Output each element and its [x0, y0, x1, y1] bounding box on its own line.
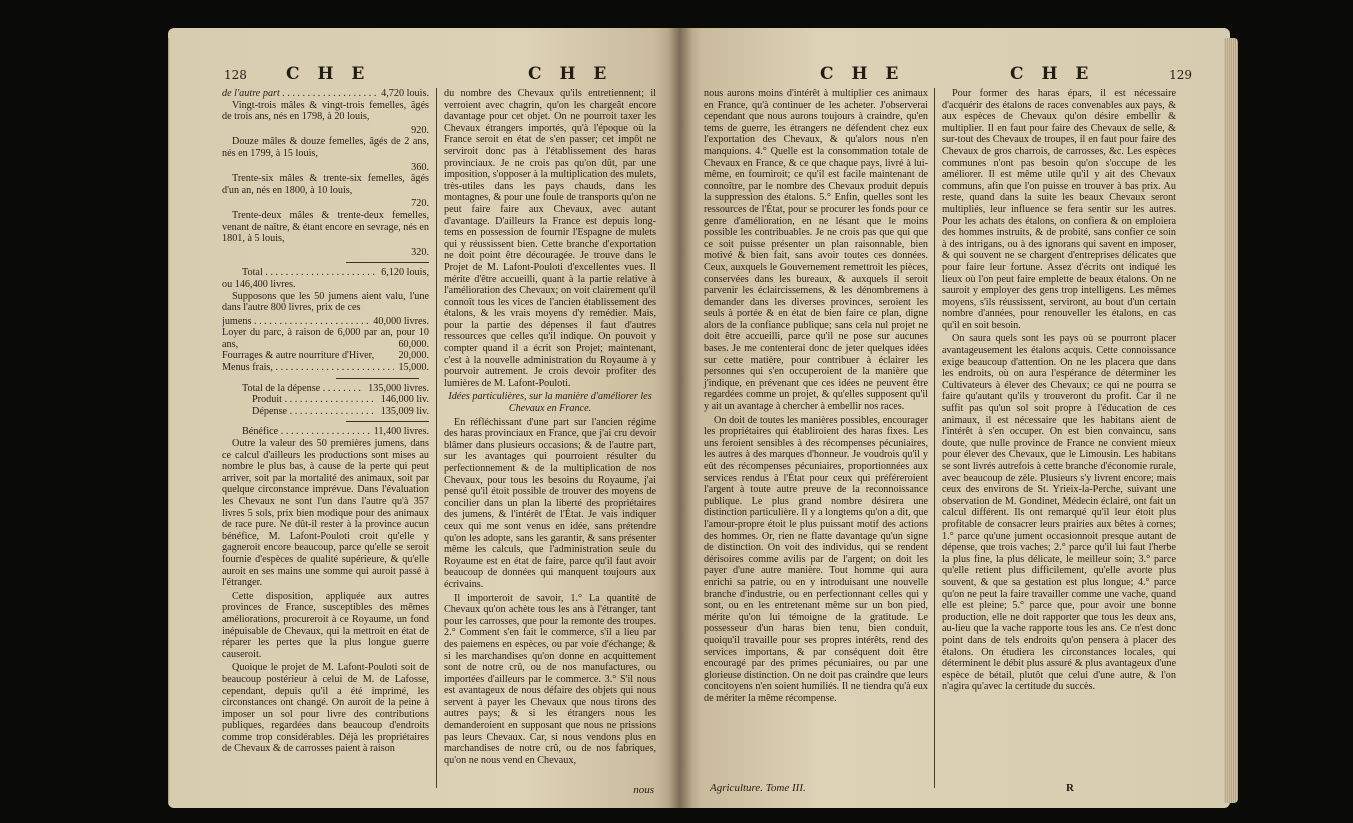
catchword: nous	[633, 784, 654, 796]
right-page	[680, 28, 1230, 808]
running-head: C H E	[820, 64, 905, 84]
column-divider	[934, 88, 935, 788]
paragraph: On saura quels sont les pays où se pourront placer avantageusement les étalons acquis. Cette connoissance exige beaucoup d'attention. On ne les placera que dans les endroits, où on aura l'espérance de déterminer les Cultivateurs à élever des Chevaux; ce qui ne pourra se faire qu'autant qu'ils y trouveront du profit. Car il ne suffit pas qu'un sol soit propre à l'éducation de ces animaux, il est nécessaire que les habitans aient de l'intérêt à s'en occuper. On est bien convaincu, sans doute, que nulle province de France ne convient mieux pour élever des Chevaux, que le Limousin. Les habitans se sont livrés autrefois à cette branche d'économie rurale, avec beaucoup de zèle. Plusieurs s'y livrent encore; mais ceux des environs de St. Yrieix-la-Perche, suivant une observation de M. Gondinet, Médecin éclairé, ont fait un calcul différent. Ils ont remarqué qu'il leur étoit plus profitable de consacrer leurs prairies aux bêtes à cornes; 1.° parce qu'une jument occasionnoit presque autant de dépense, que trois vaches; 2.° parce qu'il lui faut l'herbe la plus fine, la plus délicate, le meilleur soin; 3.° parce qu'elle retient plus difficilement, qu'elle avorte plus souvent, & que sa gestation est plus longue; 4.° parce qu'on ne peut la faire travailler comme une vache, quand elle est pleine; 5.° parce que, pour avoir une bonne production, elle ne doit rapporter que tous les deux ans, au-lieu que la vache rapporte tous les ans. Ce n'est donc point dans de tels endroits qu'on pensera à placer des étalons. On étudiera les circonstances locales, qui déterminent le débit plus assuré & plus avantageux d'une espèce de bétail, plutôt que celui d'une autre, & l'on n'agira qu'avec la certitude du succès.	[942, 333, 1176, 693]
depense-line: Dépense . . . 135,009 liv.	[222, 406, 429, 418]
page-number: 129	[1169, 68, 1192, 82]
carried-forward-line: de l'autre part . . . 4,720 louis.	[222, 88, 429, 100]
left-page	[168, 28, 680, 808]
expense-line: Loyer du parc, à raison de 6,000 par an, pour 10 ans, 60,000.	[222, 327, 429, 350]
expense-line: Fourrages & autre nourriture d'Hiver, 20,000.	[222, 350, 429, 362]
paragraph: nous aurons moins d'intérêt à multiplier ces animaux en France, qu'à continuer de les acheter. J'observerai cependant que nous aurons toujours à craindre, qu'en tems de guerre, les étrangers ne défendent chez eux l'exportation des Chevaux, & qu'alors nous n'en manquions. 4.° Quelle est la consommation totale de Chevaux en France, & ce que chaque pays, livré à lui-même, en fourniroit; ce qu'il est facile maintenant de connoître, par le nombre des Chevaux produit depuis la suppression des étalons. 5.° Enfin, quelles sont les ressources de l'État, pour se procurer les fonds pour ce genre d'amélioration, en ne lésant que le moins possible les contribuables. Je ne crois pas que qui que ce soit puisse présenter un plan raisonnable, bien motivé & bien fait, sans avoir toutes ces données. Ceux, auxquels le Gouvernement remettroit les pièces, conservées dans les bureaux, & auxquels il seroit parvenir les éclaircissemens, & les dénombremens à demander dans les diverses provinces, seroient les seuls à portée & en état de bien faire ce plan, digne alors de la confiance publique; sans cela nul projet ne doit être accueilli, parce qu'il ne pose sur aucunes bases. Je me contenterai donc de jeter quelques idées sur cette matière, pour contribuer à éclairer les personnes qui s'en occuperoient de la manière que j'indique, en prévenant que ces idées ne peuvent être regardées comme un projet, & qu'elles supposent qu'il y ait un avantage à chercher à embellir nos races.	[704, 88, 928, 413]
paragraph: Cette disposition, appliquée aux autres provinces de France, susceptibles des mêmes améliorations, procureroit à ce Royaume, un fond inépuisable de Chevaux, qui la mettroit en état de réparer les pertes que la plus longue guerre causeroit.	[222, 590, 429, 660]
paragraph: Pour former des haras épars, il est nécessaire d'acquérir des étalons de races convenables aux pays, & aux espèces de Chevaux qu'on désire embellir & multiplier. Il en faut pour faire des Chevaux de selle, & sur-tout des Chevaux de troupes, il en faut pour faire des Chevaux de gros charrois, de carrosses, &c. Les espèces communes n'ont pas besoin qu'on s'occupe de les améliorer. Il est même utile qu'il y ait des Chevaux communs, afin que l'on puisse en trouver à bas prix. Au reste, quand dans la suite les beaux Chevaux seront multipliés, leur influence se fera sentir sur les autres. Pour les achats des étalons, on confiera & on emploiera des hommes instruits, & de probité, sans confier ce soin à des intrigans, ou à des ignorans qui savent en imposer, & qui souvent ne se chargent d'entreprises délicates que pour faire leur fortune. Assez d'écrits ont indiqué les lieux où l'on peut faire emplette de beaux étalons. On ne sauroit y employer des gens trop intelligens. Les mêmes moyens, s'ils réussissent, serviront, au bout d'un certain nombre d'années, pour renouveller les étalons, en cas qu'il en soit besoin.	[942, 88, 1176, 331]
ledger-entry: Vingt-trois mâles & vingt-trois femelles, âgés de trois ans, nés en 1798, à 20 louis, 920.	[222, 99, 429, 136]
open-book	[168, 28, 1230, 808]
expense-line: Menus frais, . . . 15,000.	[222, 362, 429, 374]
left-column-1	[222, 88, 429, 757]
sum-rule	[336, 378, 419, 379]
page-number: 128	[224, 68, 247, 82]
expense-line: jumens . . . 40,000 livres.	[222, 316, 429, 328]
benefice-line: Bénéfice . . . 11,400 livres.	[222, 426, 429, 438]
ledger-entry: Trente-deux mâles & trente-deux femelles, venant de naître, & étant encore en sevrage, nés en 1801, à 5 louis, 320.	[222, 209, 429, 258]
signature-mark: Agriculture. Tome III.	[710, 782, 806, 794]
running-head: C H E	[286, 64, 371, 84]
section-title: Idées particulières, sur la manière d'améliorer les Chevaux en France.	[448, 391, 652, 415]
ledger-entry: Douze mâles & douze femelles, âgés de 2 ans, nés en 1799, à 15 louis, 360.	[222, 136, 429, 173]
paragraph: En réfléchissant d'une part sur l'ancien régime des haras provinciaux en France, que j'ai cru devoir blâmer dans plusieurs occasions; & de l'autre part, sur les avantages qui pourroient résulter du perfectionnement & de la multiplication de nos Chevaux, pour tous les besoins du Royaume, j'ai pensé qu'il étoit possible de trouver des moyens de concilier dans un plan la liberté des propriétaires des jumens, & l'intérêt de l'État. Je vais indiquer ceux qui me sont venus en idée, sans prétendre qu'on les adopte, sans les garantir, & sans présenter même les calculs, que l'administration seule du Royaume est en état de faire, parce qu'il faut avoir beaucoup de données qui manquent toujours aux écrivains.	[444, 416, 656, 590]
sum-rule	[346, 262, 429, 263]
paragraph: Il importeroit de savoir, 1.° La quantité de Chevaux qu'on achète tous les ans à l'étranger, tant pour les carrosses, que pour la remonte des troupes. 2.° Comment s'en fait le commerce, s'il a lieu par des paiemens en espèces, ou par voie d'échange; & si les marchandises qu'on donne en acquittement sont de notre crû, ou de nos manufactures, ou importées d'ailleurs par le commerce. 3.° S'il nous est avantageux de nous défaire des objets qui nous servent à payer les Chevaux que nous tirons des autres pays; & si les étrangers nous les demanderoient en supposant que nous ne prissions pas leurs Chevaux. Car, si nous vendons plus en marchandises de notre crû, ou de nos fabriques, qu'on ne nous vend en Chevaux,	[444, 592, 656, 766]
ledger-entry: Trente-six mâles & trente-six femelles, âgés d'un an, nés en 1800, à 10 louis, 720.	[222, 173, 429, 210]
right-column-1	[704, 88, 928, 706]
produit-line: Produit . . . 146,000 liv.	[222, 394, 429, 406]
paragraph: On doit de toutes les manières possibles, encourager les propriétaires qui établiroient des haras fixes. Les uns feroient sensibles à des récompenses pécuniaires, les autres à des marques d'honneur. Je voudrois qu'il y eût des récompenses pécuniaires, proportionnées aux services rendus à l'État pour ceux qui préféreroient l'argent à toute autre preuve de la reconnoissance publique. Le plus grand nombre désirera une distinction particulière. Il y a longtems qu'on a dit, que l'amour-propre étoit le plus puissant motif des actions des hommes. Or, rien ne flatte davantage qu'un signe de distinction. On voit des individus, qui se rendent dérisoires comme avilis par de l'argent; on doit les payer d'une autre manière. Tout homme qui aura enrichi sa patrie, ou en y introduisant une nouvelle branche d'industrie, ou en perfectionnant celles qui y sont, ou en les entretenant même sur un bon pied, mérite qu'on lui témoigne de la gratitude. Le possesseur d'un haras bien tenu, bien conduit, quoiqu'il travaille pour ses propres intérêts, rend des services importans, & par conséquent doit être encouragé par des primes pécuniaires, ou par une glorieuse distinction. On ne doit pas craindre que leurs concitoyens n'en soient humiliés. Il ne tiendra qu'à eux de mériter la même récompense.	[704, 414, 928, 704]
supposition-intro: Supposons que les 50 jumens aient valu, l'une dans l'autre 800 livres, prix de ces	[222, 290, 429, 314]
signature-letter: R	[1066, 782, 1074, 794]
column-divider	[436, 88, 437, 788]
paragraph: Outre la valeur des 50 premières jumens, dans ce calcul d'ailleurs les productions sont mises au nombre le plus bas, à cause de la perte qui peut arriver, soit par la mortalité des animaux, soit par quelque circonstance imprévue. Dans l'évaluation les Chevaux ne sont l'un dans l'autre qu'à 357 livres 5 sols, prix bien modique pour des animaux de race pure. Ne dût-il rester à la province aucun bénéfice, M. Lafont-Pouloti croit qu'elle y gagneroit encore beaucoup, parce qu'elle se seroit fournie d'espèces de qualité supérieure, & qu'elle auroit en ses mains une somme qui auroit passé à l'étranger.	[222, 438, 429, 589]
running-head-right-col: C H E	[1010, 64, 1095, 84]
sum-rule	[346, 421, 429, 422]
paragraph: Quoique le projet de M. Lafont-Pouloti soit de beaucoup postérieur à celui de M. de Lafosse, cependant, depuis qu'il a été imprimé, les circonstances ont changé. On auroit de la peine à imposer un sol pour livre des contributions publiques, regardées dans beaucoup d'endroits comme trop considérables. Déjà les propriétaires de Chevaux & de carrosses paient à raison	[222, 662, 429, 755]
right-page-edges	[1224, 38, 1238, 803]
left-column-2	[444, 88, 656, 768]
running-head-right-col: C H E	[528, 64, 613, 84]
right-column-2	[942, 88, 1176, 695]
paragraph: du nombre des Chevaux qu'ils entretiennent; il verroient avec chagrin, qu'on les chargeât encore davantage pour cet objet. On ne pourroit taxer les Chevaux étrangers importés, qu'à l'époque où la France seroit en état de s'en passer; cet impôt ne serviroit donc pas à l'établissement des haras provinciaux. Je ne crois pas qu'on dût, par une imposition, s'opposer à la multiplication des mulets, très-utiles dans les pays chauds, dans les montagnes, & pour une foule de transports qu'on ne peut faire faire aux Chevaux, avec autant d'avantage. D'ailleurs la France est depuis long-tems en possession de fournir l'Espagne de mulets qui y réussissent bien. Cette branche d'exportation ne doit point être découragée. Je trouve dans le Projet de M. Lafont-Pouloti d'excellentes vues. Il mérite d'être accueilli, quant à la partie relative à l'amélioration des Chevaux; on voit clairement qu'il connoît tous les vices de l'ancien établissement des étalons, & les vrais moyens d'y remédier. Mais, pour la partie des dépenses il faut d'autres ressources que celles qu'il indique. On pouvoit y compter quand il a écrit son Projet; maintenant, c'est à la nouvelle administration du Royaume à y pourvoir autrement. Je crois devoir profiter des lumières de M. Lafont-Pouloti.	[444, 88, 656, 389]
total-expense-line: Total de la dépense . . . 135,000 livres.	[222, 383, 429, 395]
left-page-edges	[168, 38, 170, 803]
total-line: Total . . . 6,120 louis,	[222, 267, 429, 279]
total-sub: ou 146,400 livres.	[222, 278, 296, 290]
